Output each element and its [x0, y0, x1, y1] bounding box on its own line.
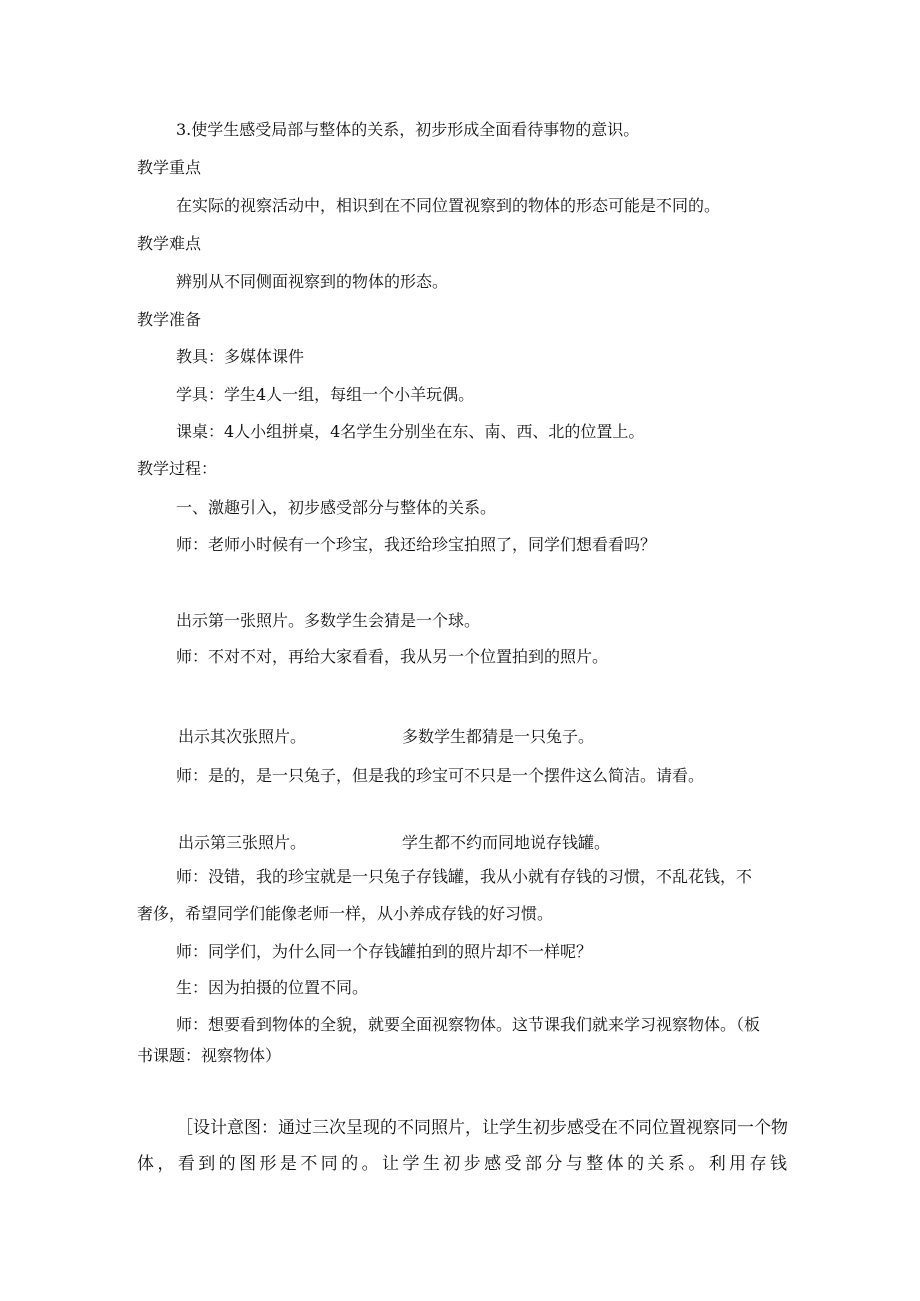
- teacher-line-6-part-2: 书课题：视察物体）: [137, 1046, 282, 1065]
- teacher-line-2: 师：不对不对，再给大家看看，我从另一个位置拍到的照片。: [176, 647, 609, 666]
- preparation-teacher-tools: 教具：多媒体课件: [176, 347, 305, 366]
- teacher-line-4-part-2: 奢侈，希望同学们能像老师一样，从小养成存钱的好习惯。: [137, 904, 554, 923]
- teacher-line-4-part-1: 师：没错，我的珍宝就是一只兔子存钱罐，我从小就有存钱的习惯，不乱花钱，不: [176, 867, 753, 886]
- difficulty-text: 辨别从不同侧面视察到的物体的形态。: [176, 272, 449, 291]
- process-step-1: 一、激趣引入，初步感受部分与整体的关系。: [176, 498, 497, 517]
- student-line-1: 生：因为拍摄的位置不同。: [176, 978, 369, 997]
- key-point-text: 在实际的视察活动中，相识到在不同位置视察到的物体的形态可能是不同的。: [176, 196, 721, 215]
- photo-3-caption: 出示第三张照片。: [178, 833, 307, 852]
- design-intent-part-2: 体，看到的图形是不同的。让学生初步感受部分与整体的关系。利用存钱: [137, 1154, 787, 1174]
- teacher-line-5: 师：同学们，为什么同一个存钱罐拍到的照片却不一样呢？: [176, 942, 593, 961]
- objective-item-3: 3.使学生感受局部与整体的关系，初步形成全面看待事物的意识。: [176, 120, 640, 139]
- photo-1-caption: 出示第一张照片。多数学生会猜是一个球。: [176, 611, 481, 630]
- preparation-student-tools: 学具：学生4人一组，每组一个小羊玩偶。: [176, 385, 475, 404]
- preparation-heading: 教学准备: [137, 310, 202, 329]
- teacher-line-1: 师：老师小时候有一个珍宝，我还给珍宝拍照了，同学们想看看吗？: [176, 535, 657, 554]
- teacher-line-6-part-1: 师：想要看到物体的全貌，就要全面视察物体。这节课我们就来学习视察物体。（板: [176, 1015, 761, 1034]
- preparation-desk-arrangement: 课桌：4人小组拼桌，4名学生分别坐在东、南、西、北的位置上。: [176, 422, 645, 441]
- key-point-heading: 教学重点: [137, 158, 202, 177]
- photo-2-caption: 出示其次张照片。: [178, 727, 307, 746]
- process-heading: 教学过程：: [137, 459, 218, 478]
- photo-3-student-answer: 学生都不约而同地说存钱罐。: [402, 833, 611, 852]
- photo-2-student-guess: 多数学生都猜是一只兔子。: [402, 727, 595, 746]
- difficulty-heading: 教学难点: [137, 234, 202, 253]
- teacher-line-3: 师：是的，是一只兔子，但是我的珍宝可不只是一个摆件这么简洁。请看。: [176, 766, 705, 785]
- design-intent-part-1: ［设计意图：通过三次呈现的不同照片，让学生初步感受在不同位置视察同一个物: [176, 1118, 788, 1138]
